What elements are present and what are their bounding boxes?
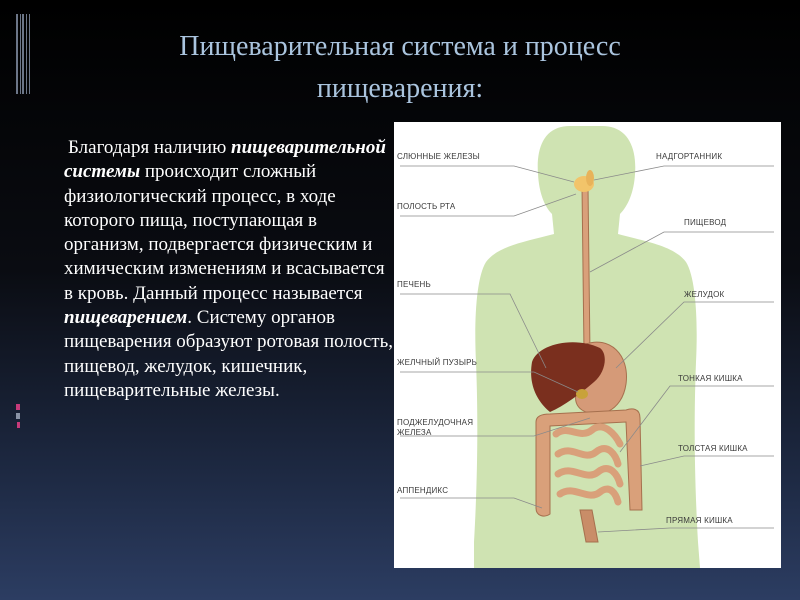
label-liver: ПЕЧЕНЬ (397, 280, 431, 289)
gallbladder-shape (576, 389, 588, 399)
epiglottis-shape (586, 170, 594, 186)
label-appendix: АППЕНДИКС (397, 486, 449, 495)
label-large-intestine: ТОЛСТАЯ КИШКА (678, 444, 748, 453)
body-text-part-3: . Систему органов пищеварения образуют ротовая полость, пищевод, желудок, кишечник, пищеварительные железы. (64, 307, 393, 401)
title-line-2: пищеварения: (316, 73, 484, 104)
emphasis-digestive-system: пищеварительной системы (64, 137, 386, 183)
label-rectum: ПРЯМАЯ КИШКА (666, 516, 733, 525)
title-line-1: Пищеварительная система и процесс (179, 31, 621, 62)
label-esophagus: ПИЩЕВОД (684, 218, 727, 227)
label-gallbladder: ЖЕЛЧНЫЙ ПУЗЫРЬ (397, 358, 478, 367)
digestive-system-diagram (394, 122, 781, 568)
label-pancreas: ПОДЖЕЛУДОЧНАЯ ЖЕЛЕЗА (397, 418, 474, 437)
label-salivary-glands: СЛЮННЫЕ ЖЕЛЕЗЫ (397, 152, 480, 161)
label-epiglottis: НАДГОРТАННИК (656, 152, 723, 161)
decorative-bars (16, 14, 30, 94)
label-small-intestine: ТОНКАЯ КИШКА (678, 374, 743, 383)
label-stomach: ЖЕЛУДОК (684, 290, 725, 299)
body-text-part-2: происходит сложный физиологический процесс, в ходе которого пища, поступающая в организм, подвергается физическим и химическим изменениям и всасывается в кровь. Данный процесс называется (64, 161, 385, 304)
body-text-part-1: Благодаря наличию (68, 137, 227, 158)
label-oral-cavity: ПОЛОСТЬ РТА (397, 202, 456, 211)
anatomy-illustration (394, 122, 781, 568)
emphasis-digestion: пищеварением (64, 307, 188, 329)
slide-title (60, 26, 740, 110)
body-paragraph (64, 136, 394, 403)
decorative-side-marks (16, 404, 24, 428)
